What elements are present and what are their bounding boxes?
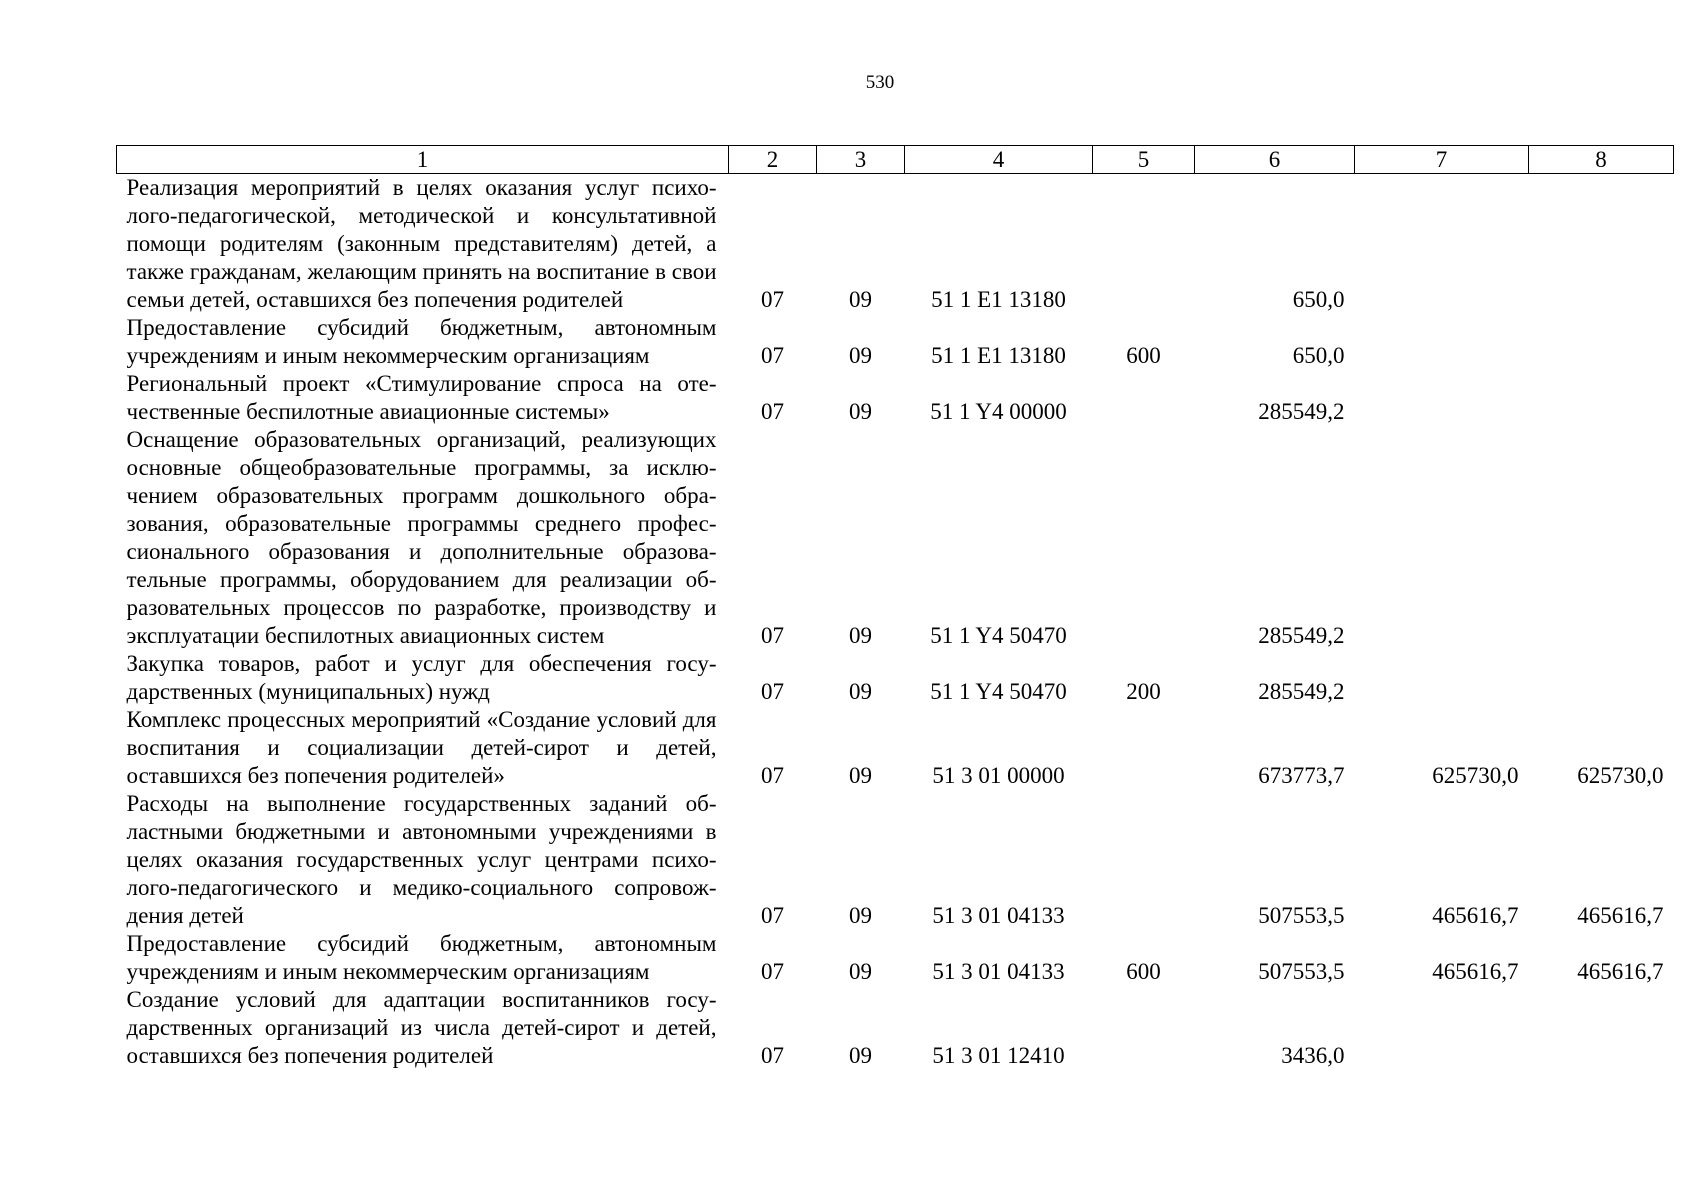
row-amount-year2	[1355, 174, 1529, 315]
row-subsection: 09	[849, 287, 872, 312]
row-subsection: 09	[849, 679, 872, 704]
table-row	[117, 706, 1674, 790]
row-target-code: 51 3 01 04133	[932, 903, 1065, 928]
column-header-4: 4	[905, 146, 1093, 174]
column-number-row	[117, 146, 1674, 174]
column-header-1: 1	[117, 146, 729, 174]
row-name: Комплекс процессных мероприятий «Создание условий для воспитания и социализации детей-сирот и детей, оставшихся без попечения родителей»	[126, 707, 717, 788]
column-header-8: 8	[1529, 146, 1674, 174]
table-row	[117, 314, 1674, 370]
page-number: 530	[865, 72, 895, 93]
row-amount-year3	[1529, 174, 1674, 315]
row-amount-year2	[1355, 314, 1529, 370]
row-amount-year1: 507553,5	[1258, 903, 1345, 928]
row-expense-type	[1093, 706, 1195, 790]
row-amount-year3: 465616,7	[1577, 959, 1664, 984]
row-target-code: 51 3 01 00000	[932, 763, 1065, 788]
column-header-7: 7	[1355, 146, 1529, 174]
row-target-code: 51 3 01 04133	[932, 959, 1065, 984]
row-amount-year3	[1529, 370, 1674, 426]
row-subsection: 09	[849, 623, 872, 648]
column-header-2: 2	[729, 146, 817, 174]
row-amount-year1: 285549,2	[1258, 679, 1345, 704]
row-amount-year2	[1355, 650, 1529, 706]
row-amount-year1: 650,0	[1292, 287, 1345, 312]
row-amount-year3: 465616,7	[1577, 903, 1664, 928]
row-amount-year3	[1529, 650, 1674, 706]
row-expense-type: 600	[1126, 343, 1161, 368]
row-expense-type	[1093, 986, 1195, 1070]
column-header-3: 3	[817, 146, 905, 174]
row-amount-year3: 625730,0	[1577, 763, 1664, 788]
row-amount-year1: 673773,7	[1258, 763, 1345, 788]
row-amount-year3	[1529, 426, 1674, 650]
row-amount-year2	[1355, 986, 1529, 1070]
row-target-code: 51 1 Y4 50470	[930, 623, 1067, 648]
row-section: 07	[761, 903, 784, 928]
row-name: Расходы на выполнение государственных заданий об-ластными бюджетными и автономными учреждениями в целях оказания государственных услуг центрами психо-лого-педагогического и медико-социального сопровож-дения детей	[126, 791, 717, 928]
row-amount-year3	[1529, 314, 1674, 370]
row-subsection: 09	[849, 903, 872, 928]
row-amount-year1: 507553,5	[1258, 959, 1345, 984]
row-section: 07	[761, 1043, 784, 1068]
row-amount-year2	[1355, 426, 1529, 650]
table-row	[117, 986, 1674, 1070]
row-amount-year2	[1355, 370, 1529, 426]
row-target-code: 51 1 Y4 50470	[930, 679, 1067, 704]
row-section: 07	[761, 399, 784, 424]
row-section: 07	[761, 679, 784, 704]
row-subsection: 09	[849, 343, 872, 368]
row-name: Реализация мероприятий в целях оказания услуг психо-лого-педагогической, методической и консультативной помощи родителям (законным представителям) детей, а также гражданам, желающим принять на воспитание в свои семьи детей, оставшихся без попечения родителей	[126, 175, 717, 312]
row-name: Оснащение образовательных организаций, реализующих основные общеобразовательные программы, за исклю-чением образовательных программ дошкольного обра-зования, образовательные программы среднего профес-сионального образования и дополнительные образова-тельные программы, оборудованием для реализации об-разовательных процессов по разработке, производству и эксплуатации беспилотных авиационных систем	[126, 427, 717, 648]
table-row	[117, 650, 1674, 706]
row-expense-type	[1093, 426, 1195, 650]
table-row	[117, 790, 1674, 930]
row-amount-year1: 650,0	[1292, 343, 1345, 368]
row-amount-year1: 285549,2	[1258, 399, 1345, 424]
row-name: Создание условий для адаптации воспитанников госу-дарственных организаций из числа детей-сирот и детей, оставшихся без попечения родителей	[126, 987, 717, 1068]
row-target-code: 51 3 01 12410	[932, 1043, 1065, 1068]
row-amount-year2: 465616,7	[1432, 903, 1519, 928]
row-target-code: 51 1 Y4 00000	[930, 399, 1067, 424]
row-amount-year2: 625730,0	[1432, 763, 1519, 788]
row-expense-type	[1093, 174, 1195, 315]
column-header-5: 5	[1093, 146, 1195, 174]
row-section: 07	[761, 343, 784, 368]
row-name: Предоставление субсидий бюджетным, автономным учреждениям и иным некоммерческим организациям	[126, 931, 717, 984]
row-amount-year1: 3436,0	[1281, 1043, 1345, 1068]
row-expense-type	[1093, 370, 1195, 426]
row-name: Региональный проект «Стимулирование спроса на оте-чественные беспилотные авиационные системы»	[126, 371, 717, 424]
row-section: 07	[761, 763, 784, 788]
table-row	[117, 174, 1674, 315]
row-section: 07	[761, 623, 784, 648]
budget-table	[116, 145, 1674, 1070]
table-row	[117, 426, 1674, 650]
row-target-code: 51 1 E1 13180	[931, 287, 1066, 312]
row-expense-type	[1093, 790, 1195, 930]
row-name: Предоставление субсидий бюджетным, автономным учреждениям и иным некоммерческим организациям	[126, 315, 717, 368]
row-section: 07	[761, 287, 784, 312]
row-subsection: 09	[849, 399, 872, 424]
row-target-code: 51 1 E1 13180	[931, 343, 1066, 368]
table-row	[117, 930, 1674, 986]
table-row	[117, 370, 1674, 426]
row-amount-year3	[1529, 986, 1674, 1070]
row-expense-type: 200	[1126, 679, 1161, 704]
row-subsection: 09	[849, 959, 872, 984]
row-amount-year1: 285549,2	[1258, 623, 1345, 648]
column-header-6: 6	[1195, 146, 1355, 174]
row-expense-type: 600	[1126, 959, 1161, 984]
row-amount-year2: 465616,7	[1432, 959, 1519, 984]
row-section: 07	[761, 959, 784, 984]
row-subsection: 09	[849, 1043, 872, 1068]
row-name: Закупка товаров, работ и услуг для обеспечения госу-дарственных (муниципальных) нужд	[126, 651, 717, 704]
row-subsection: 09	[849, 763, 872, 788]
